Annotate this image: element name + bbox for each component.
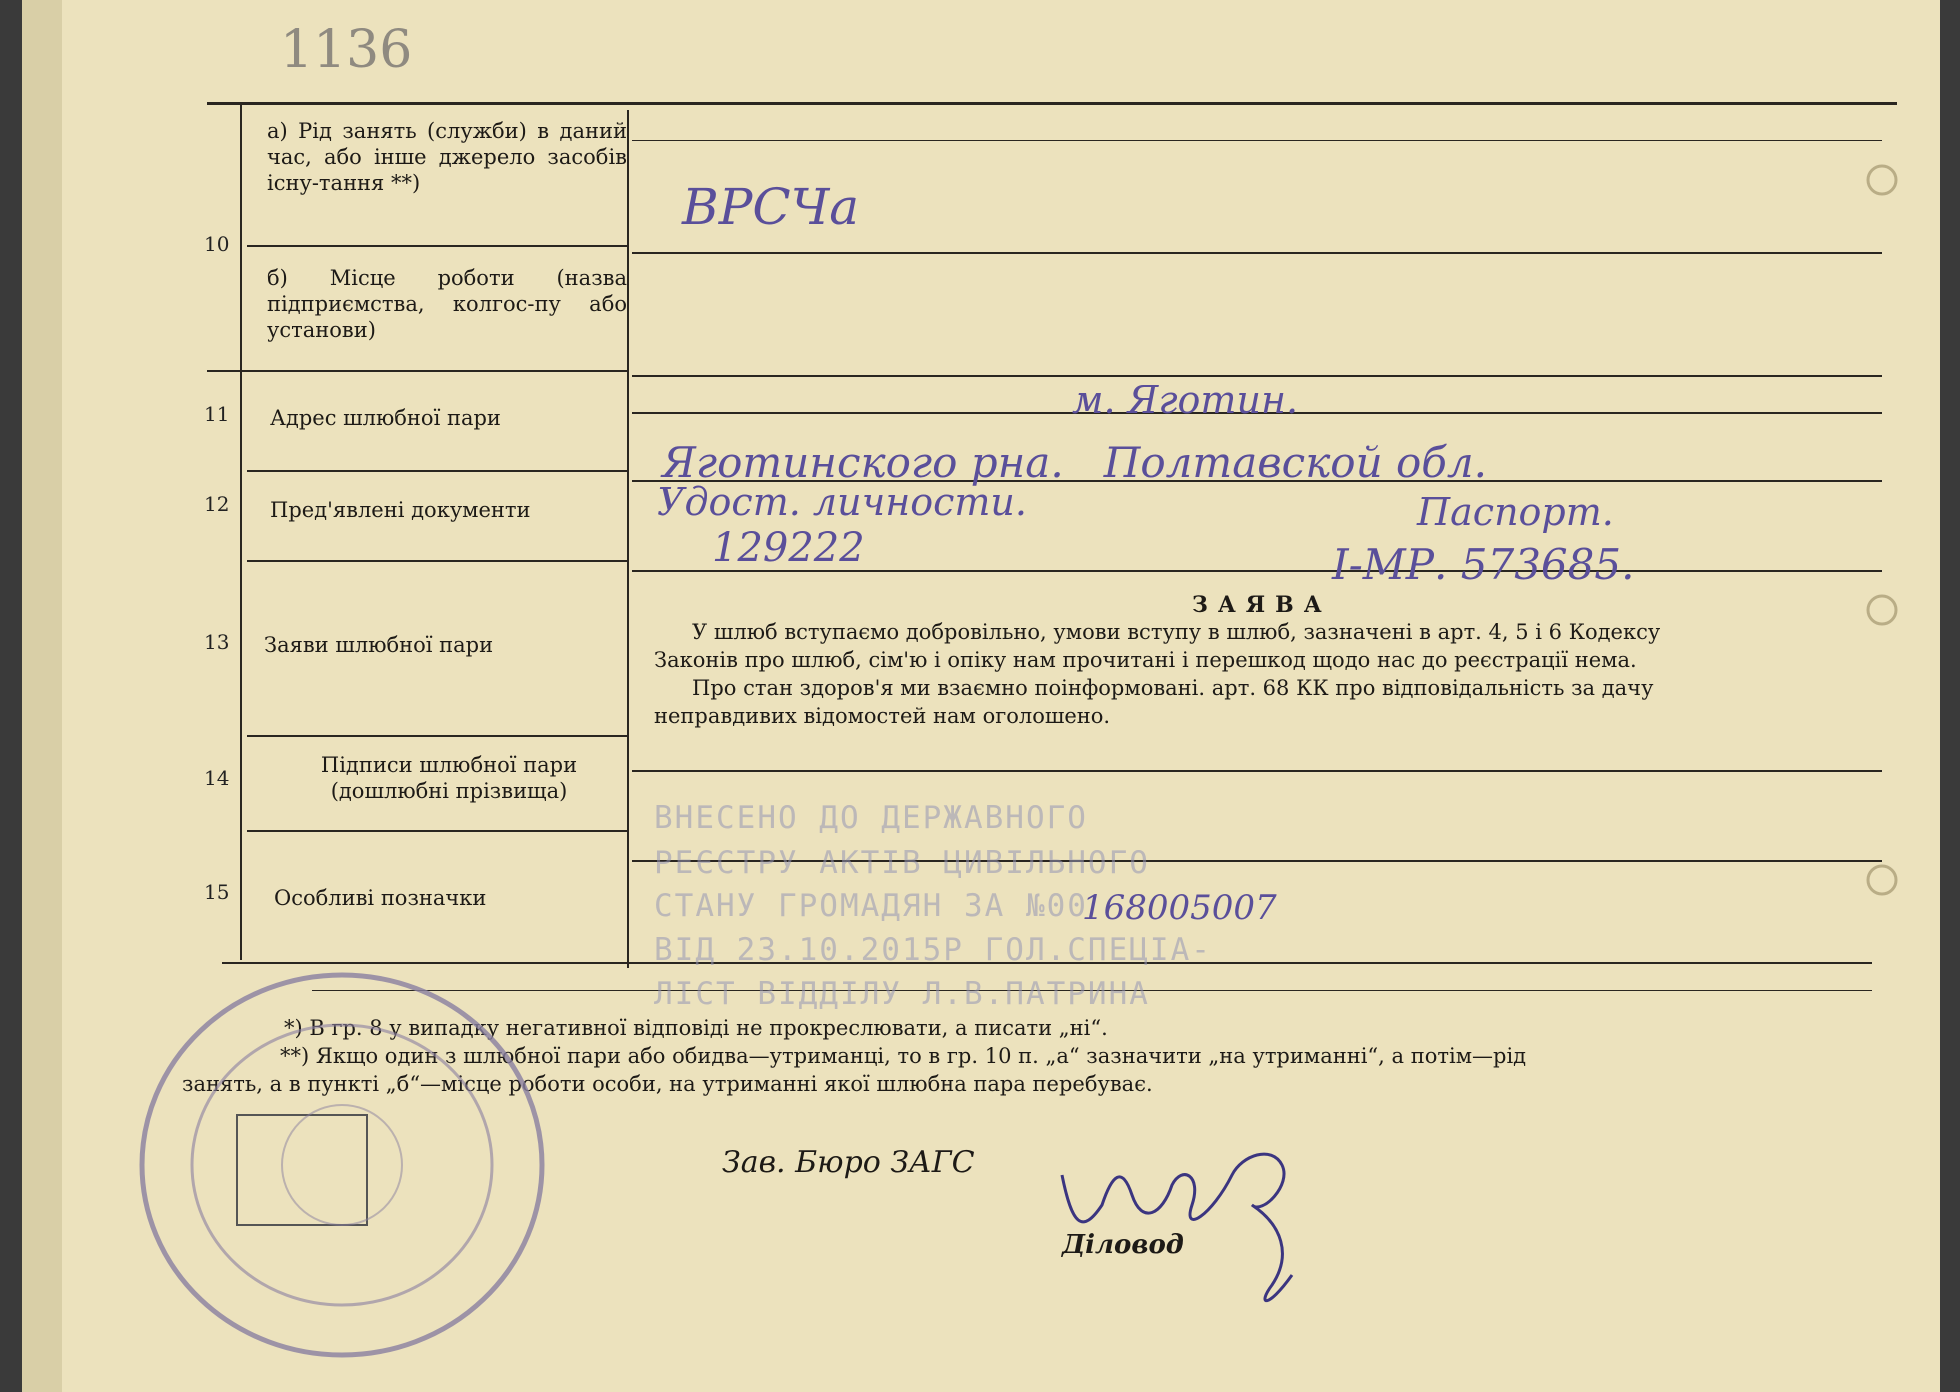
row-line — [247, 735, 627, 737]
documents-line-3: 129222 — [712, 525, 865, 571]
documents-line-2: Паспорт. — [1417, 490, 1614, 534]
address-line-1: м. Яготин. — [1072, 378, 1299, 422]
label-workplace: б) Місце роботи (назва підприємства, колгос-пу або установи) — [267, 266, 627, 342]
top-rule — [207, 102, 1897, 105]
label-occupation: а) Рід занять (служби) в даний час, або інше джерело засобів існу-тання **) — [267, 119, 627, 195]
stamp-register-number: 168005007 — [1082, 888, 1277, 928]
official-seal — [132, 965, 552, 1365]
stamp-line: СТАНУ ГРОМАДЯН ЗА №00 — [654, 888, 1088, 924]
row-line — [207, 370, 627, 372]
footnote-3: занять, а в пункті „б“—місце роботи особи, на утриманні якої шлюбна пара перебуває. — [182, 1072, 1153, 1096]
row-line — [247, 560, 627, 562]
clerk-label: Діловод — [1062, 1230, 1184, 1260]
label-address: Адрес шлюбної пари — [270, 406, 501, 430]
stamp-line: РЕЄСТРУ АКТІВ ЦИВІЛЬНОГО — [654, 845, 1150, 881]
sheet-edge — [22, 0, 62, 1392]
value-line — [632, 140, 1882, 141]
statement-line: У шлюб вступаємо добровільно, умови вступу в шлюб, зазначені в арт. 4, 5 і 6 Кодексу — [692, 620, 1661, 644]
footnote-2: **) Якщо один з шлюбної пари або обидва—утриманці, то в гр. 10 п. „а“ зазначити „на утриманні“, а потім—рід — [280, 1044, 1527, 1068]
documents-line-1: Удост. личности. — [657, 480, 1027, 524]
statement-line: Про стан здоров'я ми взаємно поінформовані. арт. 68 КК про відповідальність за дачу — [692, 676, 1654, 700]
stamp-line: ВНЕСЕНО ДО ДЕРЖАВНОГО — [654, 800, 1088, 836]
label-signatures: Підписи шлюбної пари (дошлюбні прізвища) — [320, 753, 578, 803]
archive-number: 1136 — [280, 20, 413, 80]
punch-marks — [1852, 160, 1912, 1060]
row-number: 10 — [204, 232, 230, 256]
value-line — [632, 375, 1882, 377]
address-line-2: Яготинского рна. Полтавской обл. — [662, 438, 1487, 487]
stamp-line: ВІД 23.10.2015Р ГОЛ.СПЕЦІА- — [654, 932, 1212, 968]
statement-title: ЗАЯВА — [1192, 592, 1332, 618]
label-special-notes: Особливі позначки — [274, 886, 487, 910]
document-sheet — [22, 0, 1940, 1392]
label-statements: Заяви шлюбної пари — [264, 633, 494, 657]
value-line — [632, 252, 1882, 254]
head-label: Зав. Бюро ЗАГС — [722, 1145, 975, 1180]
value-line — [632, 770, 1882, 772]
row-line — [247, 470, 627, 472]
row-number: 14 — [204, 766, 230, 790]
row-number: 15 — [204, 880, 230, 904]
statement-line: Законів про шлюб, сім'ю і опіку нам прочитані і перешкод щодо нас до реєстрації нема. — [654, 648, 1637, 672]
col-divider-1 — [240, 102, 242, 960]
head-signature — [1042, 1115, 1362, 1315]
footnote-1: *) В гр. 8 у випадку негативної відповіді не прокреслювати, а писати „ні“. — [284, 1016, 1108, 1040]
statement-line: неправдивих відомостей нам оголошено. — [654, 704, 1111, 728]
row-line — [247, 830, 627, 832]
row-number: 11 — [204, 402, 230, 426]
stamp-line: ЛІСТ ВІДДІЛУ Л.В.ПАТРИНА — [654, 976, 1150, 1012]
occupation-value: ВРСЧа — [682, 178, 860, 236]
row-number: 12 — [204, 492, 230, 516]
row-line — [247, 245, 627, 247]
row-number: 13 — [204, 630, 230, 654]
documents-line-4: I-МР. 573685. — [1332, 540, 1635, 589]
label-documents: Пред'явлені документи — [270, 498, 531, 522]
col-divider-2 — [627, 110, 629, 968]
